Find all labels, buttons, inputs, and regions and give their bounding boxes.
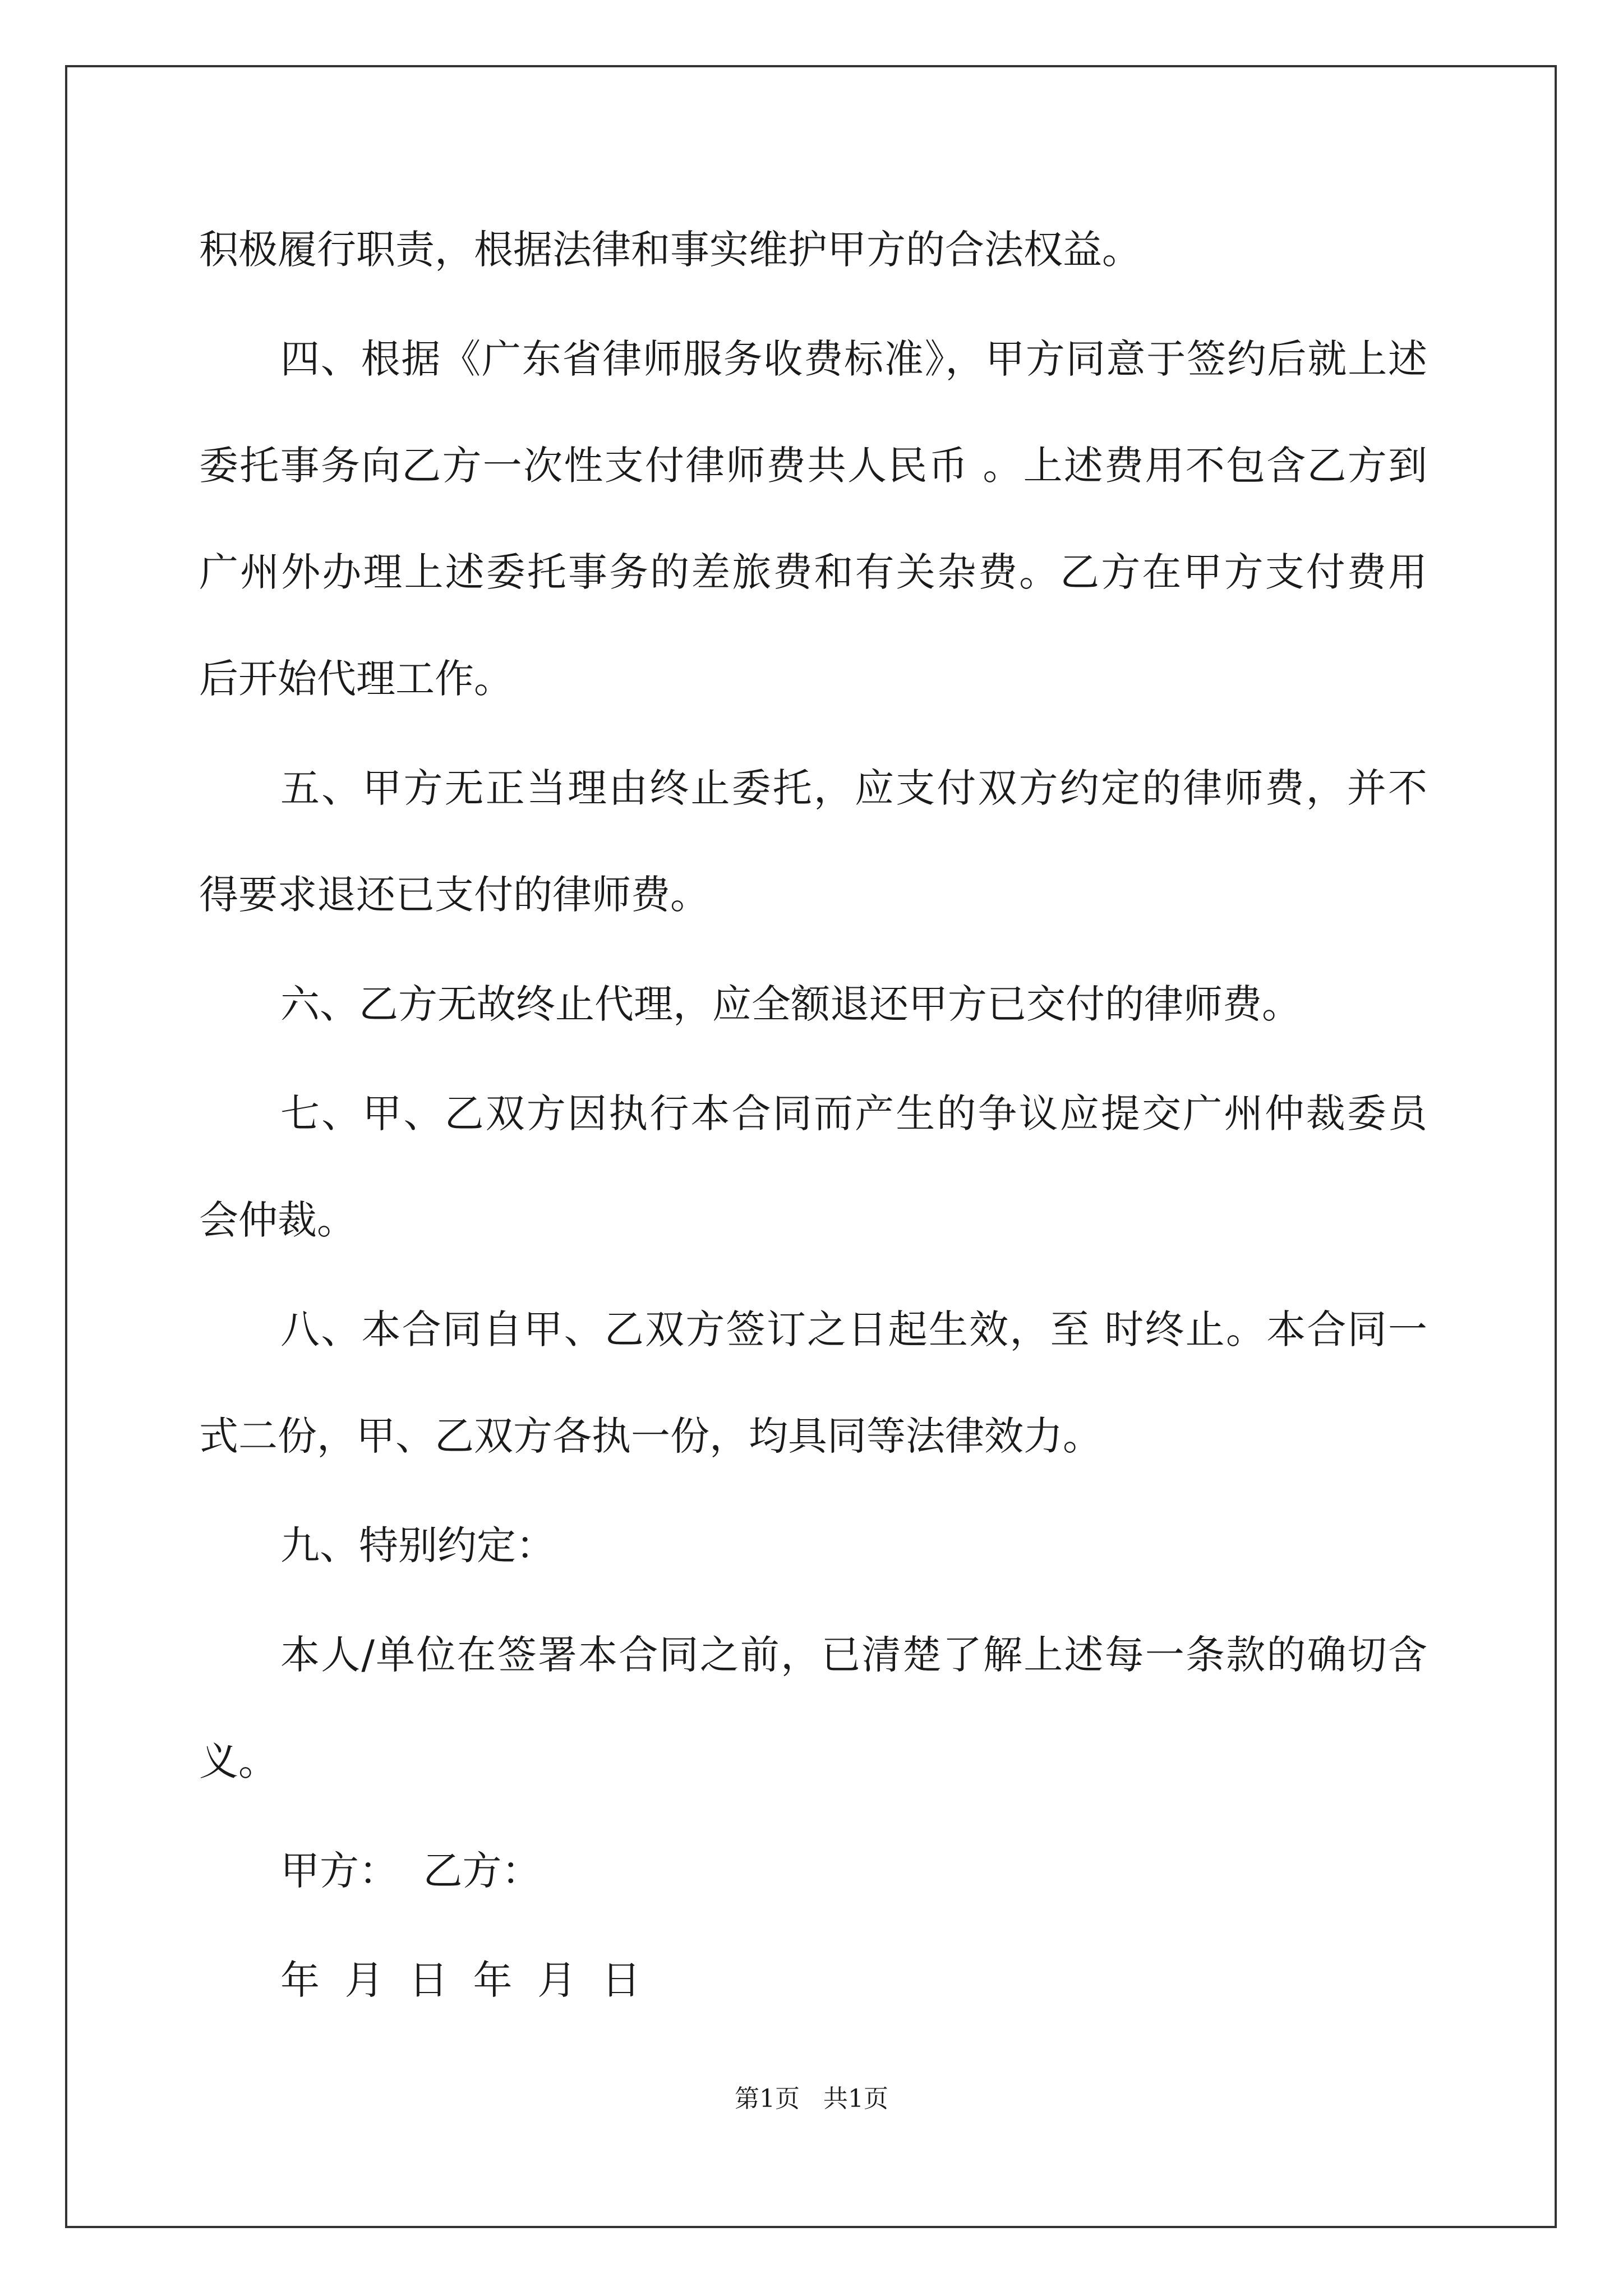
paragraph-line: 积极履行职责，根据法律和事实维护甲方的合法权益。 bbox=[199, 227, 1141, 273]
page-border bbox=[65, 65, 1557, 2228]
clause-7-line-2: 会仲裁。 bbox=[199, 1197, 356, 1243]
clause-4-line-1: 四、根据《广东省律师服务收费标准》，甲方同意于签约后就上述 bbox=[280, 336, 1427, 382]
clause-8-line-2: 式二份，甲、乙双方各执一份，均具同等法律效力。 bbox=[199, 1413, 1102, 1459]
clause-4-line-2: 委托事务向乙方一次性支付律师费共人民币 。上述费用不包含乙方到 bbox=[199, 443, 1427, 489]
page-footer: 第1页 共1页 bbox=[735, 2085, 888, 2113]
clause-6-line-1: 六、乙方无故终止代理，应全额退还甲方已交付的律师费。 bbox=[280, 981, 1301, 1027]
declaration-line-2: 义。 bbox=[199, 1738, 278, 1784]
clause-8-line-1: 八、本合同自甲、乙双方签订之日起生效，至 时终止。本合同一 bbox=[280, 1306, 1427, 1352]
signature-parties: 甲方： 乙方： bbox=[280, 1848, 541, 1894]
clause-5-line-1: 五、甲方无正当理由终止委托，应支付双方约定的律师费，并不 bbox=[280, 765, 1427, 811]
clause-4-line-4: 后开始代理工作。 bbox=[199, 656, 513, 702]
clause-9-heading: 九、特别约定： bbox=[280, 1522, 555, 1568]
clause-7-line-1: 七、甲、乙双方因执行本合同而产生的争议应提交广州仲裁委员 bbox=[280, 1091, 1427, 1137]
clause-4-line-3: 广州外办理上述委托事务的差旅费和有关杂费。乙方在甲方支付费用 bbox=[199, 549, 1427, 595]
signature-dates: 年 月 日 年 月 日 bbox=[280, 1957, 641, 2003]
clause-5-line-2: 得要求退还已支付的律师费。 bbox=[199, 872, 709, 918]
declaration-line-1: 本人/单位在签署本合同之前，已清楚了解上述每一条款的确切含 bbox=[280, 1632, 1427, 1678]
